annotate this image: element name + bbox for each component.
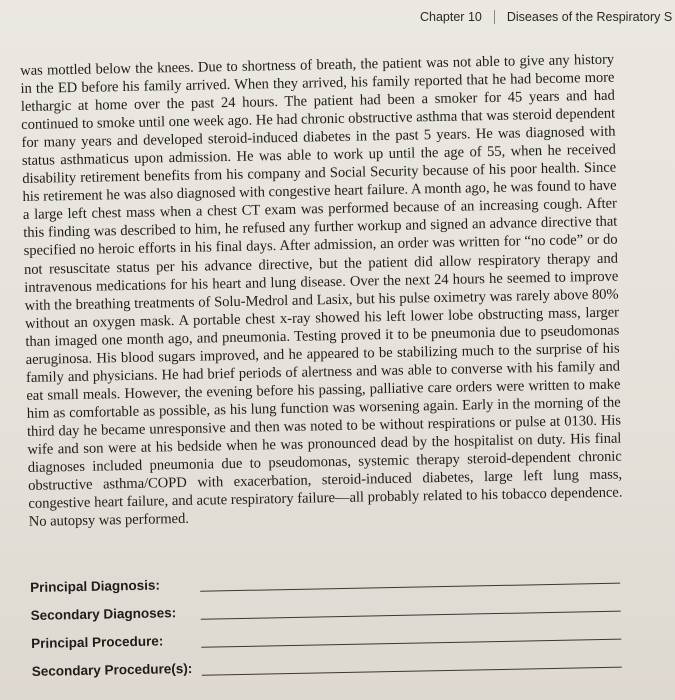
secondary-diagnoses-blank[interactable]	[201, 611, 621, 620]
principal-procedure-label: Principal Procedure:	[31, 633, 164, 651]
secondary-diagnoses-label: Secondary Diagnoses:	[30, 605, 177, 623]
case-narrative: was mottled below the knees. Due to shortness of breath, the patient was not able to give any history in the ED before his family arrived. When they arrived, his family reported that he had become more lethargic at home over the past 24 hours. The patient had been a smoker for 45 years and had continued to smoke until one week ago. He had chronic obstructive asthma that was steroid dependent for many years and developed steroid-induced diabetes in the past 5 years. He was diagnosed with status asthmaticus upon admission. He was able to work up until the age of 55, when he received disability retirement benefits from his company and Social Security because of his poor health. Since his retirement he was also diagnosed with congestive heart failure. A month ago, he was found to have a large left chest mass when a chest CT exam was performed because of an increasing cough. After this finding was described to him, he refused any further workup and signed an advance directive that specified no heroic efforts in his final days. After admission, an order was written for “no code” or do not resuscitate status per his advance directive, but the patient did allow respiratory therapy and intravenous medications for his heart and lung disease. Over the next 24 hours he seemed to improve with the breathing treatments of Solu-Medrol and Lasix, but his pulse oximetry was rarely above 80% without an oxygen mask. A portable chest x-ray showed his left lower lobe obstructing mass, larger than imaged one month ago, and pneumonia. Testing proved it to be pneumonia due to pseudomonas aeruginosa. His blood sugars improved, and he appeared to be stabilizing much to the surprise of his family and physicians. He had brief periods of alertness and was able to converse with his family and eat small meals. However, the evening before his passing, palliative care orders were written to make him as comfortable as possible, as his lung function was worsening again. Early in the morning of the third day he became unresponsive and then was noted to be without respirations or pulse at 0130. His wife and son were at his bedside when he was pronounced dead by the hospitalist on duty. His final diagnoses included pneumonia due to pseudomonas, systemic therapy steroid-dependent chronic obstructive asthma/COPD with exacerbation, steroid-induced diabetes, large left lung mass, congestive heart failure, and acute respiratory failure—all probably related to his tobacco dependence. No autopsy was performed.	[20, 51, 623, 531]
chapter-number: Chapter 10	[420, 10, 482, 24]
header-divider	[494, 10, 495, 24]
secondary-procedures-blank[interactable]	[202, 667, 622, 676]
running-head	[420, 10, 675, 24]
coding-form	[30, 569, 622, 692]
principal-diagnosis-blank[interactable]	[200, 583, 620, 592]
chapter-title: Diseases of the Respiratory S	[506, 10, 673, 24]
principal-procedure-blank[interactable]	[201, 639, 621, 648]
secondary-procedures-label: Secondary Procedure(s):	[31, 660, 193, 679]
principal-diagnosis-label: Principal Diagnosis:	[30, 577, 161, 595]
